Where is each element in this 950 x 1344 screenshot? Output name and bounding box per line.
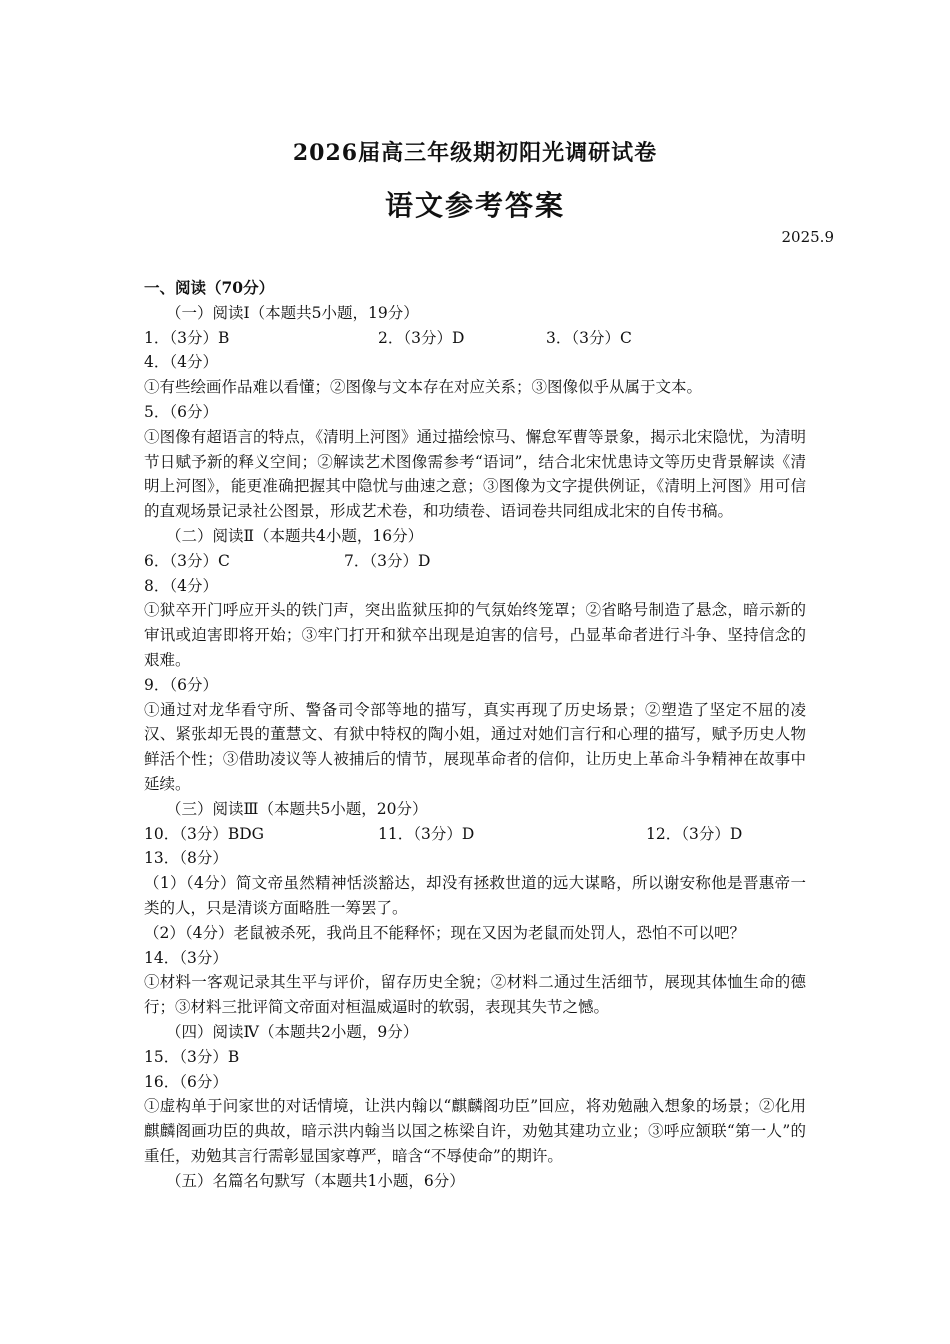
answer-q11: 11．（3分）D <box>378 824 475 843</box>
answer-q2: 2．（3分）D <box>378 328 465 347</box>
part-heading: （一）阅读Ⅰ（本题共5小题，19分） <box>166 303 419 322</box>
part-heading: （五）名篇名句默写（本题共1小题，6分） <box>166 1171 465 1190</box>
answer-paragraph: ①狱卒开门呼应开头的铁门声，突出监狱压抑的气氛始终笼罩；②省略号制造了悬念，暗示新的审讯或迫害即将开始；③牢门打开和狱卒出现是迫害的信号，凸显革命者进行斗争、坚持信念的艰难。 <box>144 601 806 669</box>
exam-title: 2026届高三年级期初阳光调研试卷 <box>292 140 658 166</box>
answer-paragraph: ①材料一客观记录其生平与评价，留存历史全貌；②材料二通过生活细节，展现其体恤生命的德行；③材料三批评简文帝面对桓温威逼时的软弱，表现其失节之憾。 <box>144 973 806 1017</box>
answer-paragraph: ①图像有超语言的特点，《清明上河图》通过描绘惊马、懈怠军曹等景象，揭示北宋隐忧，为清明节日赋予新的释义空间；②解读艺术图像需参考“语词”，结合北宋忧患诗文等历史背景解读《清明上河图》，能更准确把握其中隐忧与曲速之意；③图像为文字提供例证，《清明上河图》用可信的直观场景记录社公图景，形成艺术卷，和功绩卷、语词卷共同组成北宋的自传书稿。 <box>144 427 806 521</box>
answer-paragraph: ①有些绘画作品难以看懂；②图像与文本存在对应关系；③图像似乎从属于文本。 <box>144 378 703 397</box>
answer-content <box>144 276 806 1193</box>
answer-q3: 3．（3分）C <box>546 328 632 347</box>
answer-key-title: 语文参考答案 <box>384 189 565 222</box>
question-label: 16．（6分） <box>144 1072 228 1091</box>
answer-paragraph: ①虚构单于问家世的对话情境，让洪内翰以“麒麟阁功臣”回应，将劝勉融入想象的场景；②化用麒麟阁画功臣的典故，暗示洪内翰当以国之栋梁自许，劝勉其建功立业；③呼应颔联“第一人”的重任，劝勉其言行需彰显国家尊严，暗含“不辱使命”的期许。 <box>144 1097 806 1165</box>
answer-paragraph: ①通过对龙华看守所、警备司令部等地的描写，真实再现了历史场景；②塑造了坚定不屈的凌汉、紧张却无畏的董慧文、有狱中特权的陶小姐，通过对她们言行和心理的描写，赋予历史人物鲜活个性；③借助凌议等人被捕后的情节，展现革命者的信仰，让历史上革命斗争精神在故事中延续。 <box>144 700 806 793</box>
answer-q10: 10．（3分）BDG <box>144 824 265 843</box>
question-label: 5．（6分） <box>144 402 218 421</box>
question-label: 8．（4分） <box>144 576 218 595</box>
question-label: 13．（8分） <box>144 849 228 868</box>
answer-q6: 6．（3分）C <box>144 551 230 570</box>
answer-q12: 12．（3分）D <box>646 824 743 843</box>
question-label: 9．（6分） <box>144 675 218 694</box>
question-label: 14．（3分） <box>144 948 228 967</box>
answer-q7: 7．（3分）D <box>344 551 431 570</box>
part-heading: （四）阅读Ⅳ（本题共2小题，9分） <box>166 1022 419 1041</box>
part-heading: （三）阅读Ⅲ（本题共5小题，20分） <box>166 799 428 818</box>
answer-q15: 15．（3分）B <box>144 1047 240 1066</box>
part-heading: （二）阅读Ⅱ（本题共4小题，16分） <box>166 526 424 545</box>
section-heading: 一、阅读（70分） <box>144 278 275 297</box>
answer-row <box>144 326 806 351</box>
date-label: 2025.9 <box>781 228 834 246</box>
question-label: 4．（4分） <box>144 353 218 372</box>
answer-row <box>144 549 806 574</box>
answer-row <box>144 822 806 847</box>
answer-q1: 1．（3分）B <box>144 328 230 347</box>
answer-paragraph: （1）（4分）简文帝虽然精神恬淡豁达，却没有拯救世道的远大谋略，所以谢安称他是晋惠帝一类的人，只是清谈方面略胜一筹罢了。 <box>144 874 806 917</box>
answer-paragraph: （2）（4分）老鼠被杀死，我尚且不能释怀；现在又因为老鼠而处罚人，恐怕不可以吧？ <box>144 923 745 942</box>
